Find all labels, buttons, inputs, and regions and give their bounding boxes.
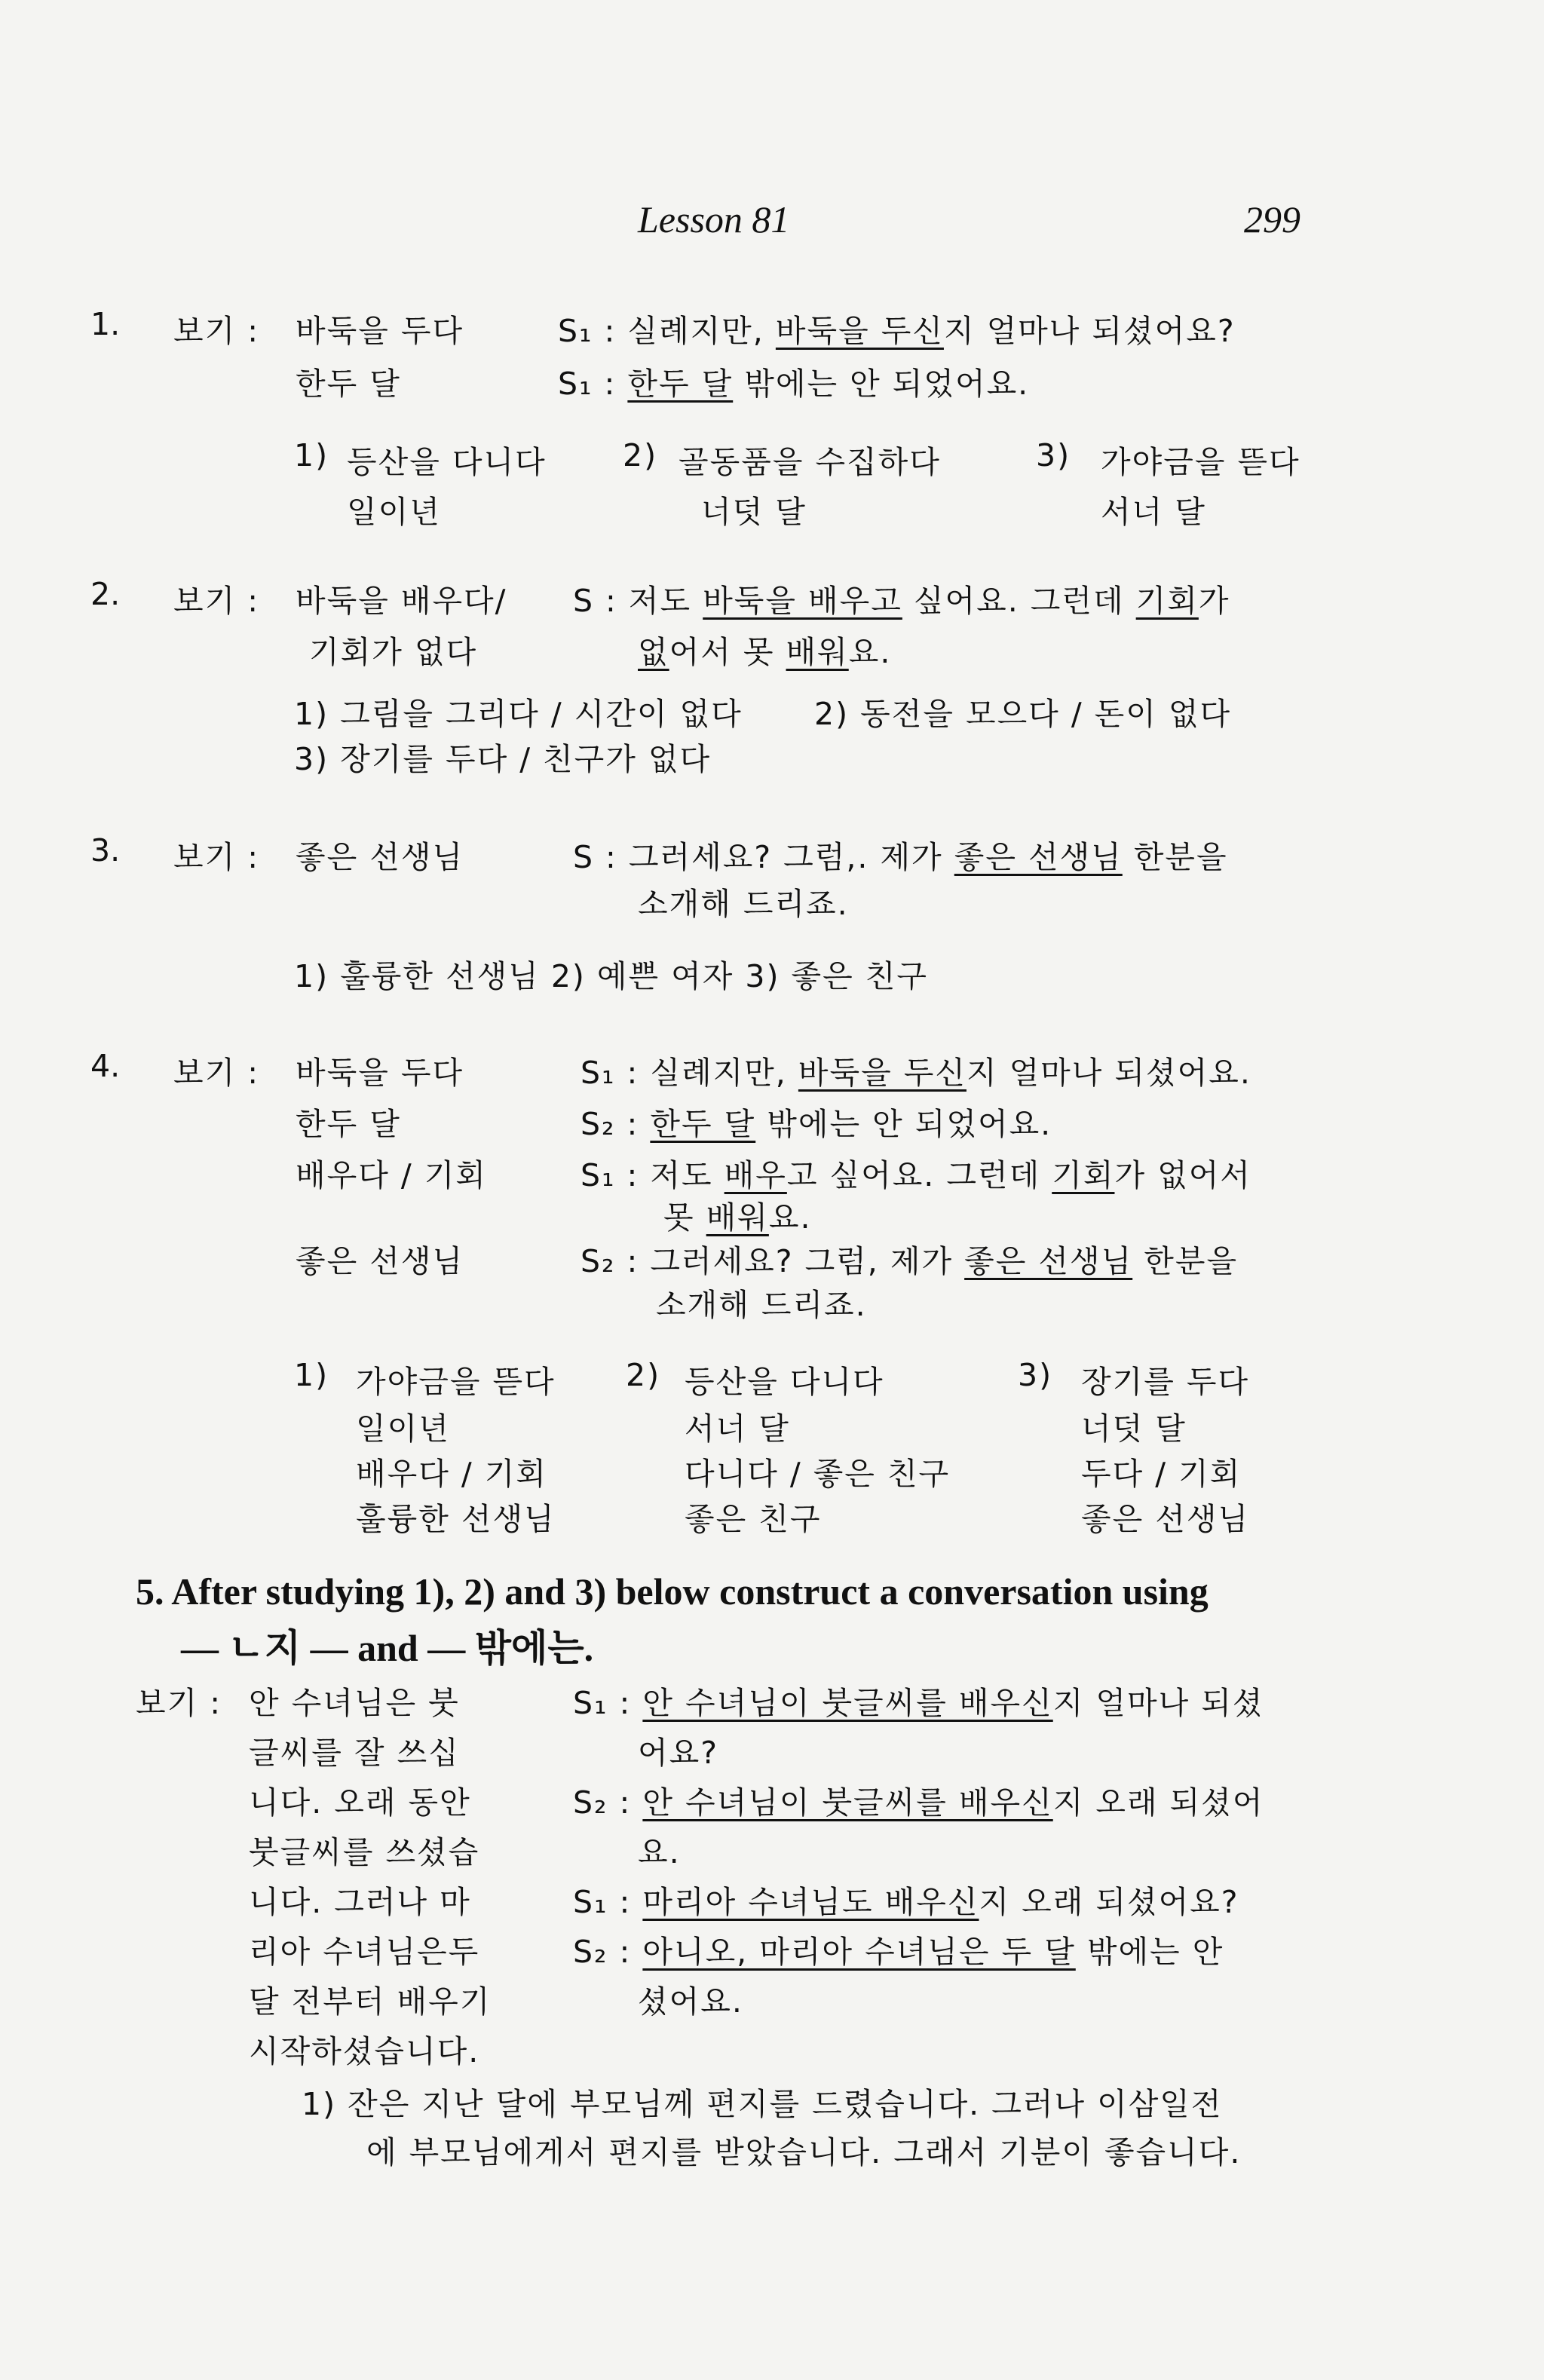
text: 못 [663,1199,695,1236]
text: 저도 [628,583,692,619]
item-list: 1) 훌륭한 선생님 2) 예쁜 여자 3) 좋은 친구 [294,958,928,994]
prompt-text: 글씨를 잘 쓰십 [249,1735,460,1771]
dialogue-line [558,306,1236,351]
dialogue-line [573,832,1228,877]
bogi-label: 보기 : [173,839,260,875]
item-cue: 너덧 달 [1081,1411,1187,1447]
item-cue: 다니다 / 좋은 친구 [685,1456,951,1492]
item: 2) 동전을 모으다 / 돈이 없다 [814,696,1232,732]
speaker-label: S₂ : [581,1106,639,1142]
text: 싶어요. 그런데 [913,583,1125,619]
text: 지 오래 되셨어 [1052,1784,1264,1821]
dialogue-line: 소개해 드리죠. [638,886,849,922]
item-cue: 등산을 다니다 [685,1364,884,1400]
instruction-line: — ㄴ지 — and — 밖에는. [181,1627,594,1669]
dialogue-line [573,1678,1264,1723]
underlined-text: 기회 [1052,1157,1115,1193]
prompt-text: 달 전부터 배우기 [249,1983,492,2020]
prompt-text: 시작하셨습니다. [249,2033,480,2069]
underlined-text: 한두 달 [650,1106,756,1142]
underlined-text: 마리아 수녀님도 배우신 [642,1884,979,1920]
cue: 좋은 선생님 [296,1243,464,1279]
dialogue-line: 어요? [638,1735,718,1771]
speaker-label: S₂ : [581,1243,639,1279]
cue: 한두 달 [296,366,401,402]
dialogue-line [581,1099,1052,1144]
item-cue: 골동품을 수집하다 [679,444,941,480]
text: 지 얼마나 되셨어요. [966,1055,1251,1091]
underlined-text: 바둑을 배우고 [703,583,902,619]
cue: 좋은 선생님 [296,839,464,875]
bogi-label: 보기 : [173,1055,260,1091]
text: 요. [768,1199,812,1236]
item-cue: 서너 달 [1101,494,1206,530]
underlined-text: 안 수녀님이 붓글씨를 배우신 [642,1685,1053,1721]
item-cue: 일이년 [347,494,441,530]
text: 한분을 [1133,839,1228,875]
speaker-label: S₂ : [573,1784,632,1821]
dialogue-line [573,1927,1224,1971]
text: 실례지만, [627,313,764,349]
dialogue-line [573,576,1230,620]
instruction-line: 5. After studying 1), 2) and 3) below construct a conversation using [136,1570,1209,1613]
cue: 한두 달 [296,1106,401,1142]
item-cue: 훌륭한 선생님 [356,1501,556,1537]
item-cue: 너덧 달 [701,494,807,530]
text: 한분을 [1144,1243,1239,1279]
underlined-text: 배워 [786,634,849,670]
text: 밖에는 안 [1086,1934,1224,1970]
prompt-text: 리아 수녀님은두 [249,1934,480,1970]
underlined-text: 배우 [724,1157,787,1193]
cue: 기회가 없다 [309,634,478,670]
cue: 바둑을 배우다/ [296,583,507,619]
text: 고 싶어요. 그런데 [786,1157,1041,1193]
underlined-text: 한두 달 [627,366,734,402]
exercise-number: 4. [90,1048,121,1084]
speaker-label: S₁ : [581,1157,639,1193]
text: 그러세요? 그럼,. 제가 [628,839,943,875]
item-cue: 서너 달 [685,1411,790,1447]
prompt-text: 니다. 그러나 마 [249,1884,471,1920]
question-line: 1) 잔은 지난 달에 부모님께 편지를 드렸습니다. 그러나 이삼일전 [302,2086,1223,2122]
dialogue-line [581,1236,1238,1281]
bogi-label: 보기 : [136,1685,222,1721]
text: 요. [848,634,892,670]
text: 밖에는 안 되었어요. [744,366,1030,402]
underlined-text: 안 수녀님이 붓글씨를 배우신 [642,1784,1053,1821]
item-cue: 가야금을 뜯다 [356,1364,556,1400]
underlined-text: 아니오, 마리아 수녀님은 두 달 [642,1934,1076,1970]
running-head: Lesson 81 [638,198,790,240]
cue: 배우다 / 기회 [296,1157,487,1193]
question-line: 에 부모님에게서 편지를 받았습니다. 그래서 기분이 좋습니다. [366,2134,1242,2170]
dialogue-line: 소개해 드리죠. [656,1287,867,1323]
item-cue: 가야금을 뜯다 [1101,444,1300,480]
underlined-text: 기회 [1135,583,1199,619]
item-cue: 두다 / 기회 [1081,1456,1242,1492]
dialogue-line [638,627,891,672]
item-cue: 배우다 / 기회 [356,1456,547,1492]
speaker-label: S₁ : [573,1884,632,1920]
speaker-label: S₁ : [558,366,617,402]
text: 실례지만, [650,1055,787,1091]
dialogue-line [558,359,1029,403]
text: 가 없어서 [1114,1157,1251,1193]
item: 1) 그림을 그리다 / 시간이 없다 [294,696,743,732]
item-number: 3) [1036,437,1071,473]
item-cue: 장기를 두다 [1081,1364,1250,1400]
text: 어서 못 [669,634,775,670]
speaker-label: S₁ : [573,1685,632,1721]
underlined-text: 좋은 선생님 [964,1243,1133,1279]
underlined-text: 좋은 선생님 [954,839,1123,875]
speaker-label: S₁ : [558,313,617,349]
exercise-number: 2. [90,576,121,612]
speaker-label: S : [573,583,617,619]
text: 그러세요? 그럼, 제가 [650,1243,954,1279]
dialogue-line: 셨어요. [638,1983,743,2020]
bogi-label: 보기 : [173,313,260,349]
bogi-label: 보기 : [173,583,260,619]
dialogue-line [573,1877,1239,1922]
text: 저도 [650,1157,713,1193]
text: 지 오래 되셨어요? [979,1884,1239,1920]
text: 밖에는 안 되었어요. [767,1106,1052,1142]
dialogue-line [581,1150,1251,1195]
exercise-number: 3. [90,832,121,868]
dialogue-line [663,1193,812,1237]
item-number: 1) [294,437,329,473]
prompt-text: 붓글씨를 쓰셨습 [249,1834,480,1870]
item-cue: 등산을 다니다 [347,444,547,480]
item-number: 1) [294,1357,329,1393]
cue: 바둑을 두다 [296,313,464,349]
underlined-text: 없 [638,634,669,670]
dialogue-line: 요. [638,1834,681,1870]
item-number: 2) [623,437,658,473]
text: 지 얼마나 되셨 [1052,1685,1264,1721]
prompt-text: 안 수녀님은 붓 [249,1685,460,1721]
cue: 바둑을 두다 [296,1055,464,1091]
exercise-number: 1. [90,306,121,342]
underlined-text: 바둑을 두신 [798,1055,967,1091]
text: 지 얼마나 되셨어요? [943,313,1236,349]
page-number: 299 [1244,198,1300,240]
prompt-text: 니다. 오래 동안 [249,1784,471,1821]
text: 가 [1198,583,1230,619]
dialogue-line [573,1778,1264,1822]
item-number: 2) [626,1357,661,1393]
item-cue: 좋은 친구 [685,1501,822,1537]
speaker-label: S : [573,839,617,875]
item-cue: 일이년 [356,1411,450,1447]
speaker-label: S₂ : [573,1934,632,1970]
item-number: 3) [1018,1357,1053,1393]
item: 3) 장기를 두다 / 친구가 없다 [294,741,712,777]
dialogue-line [581,1048,1251,1092]
item-cue: 좋은 선생님 [1081,1501,1250,1537]
speaker-label: S₁ : [581,1055,639,1091]
underlined-text: 바둑을 두신 [775,313,944,349]
underlined-text: 배워 [706,1199,769,1236]
